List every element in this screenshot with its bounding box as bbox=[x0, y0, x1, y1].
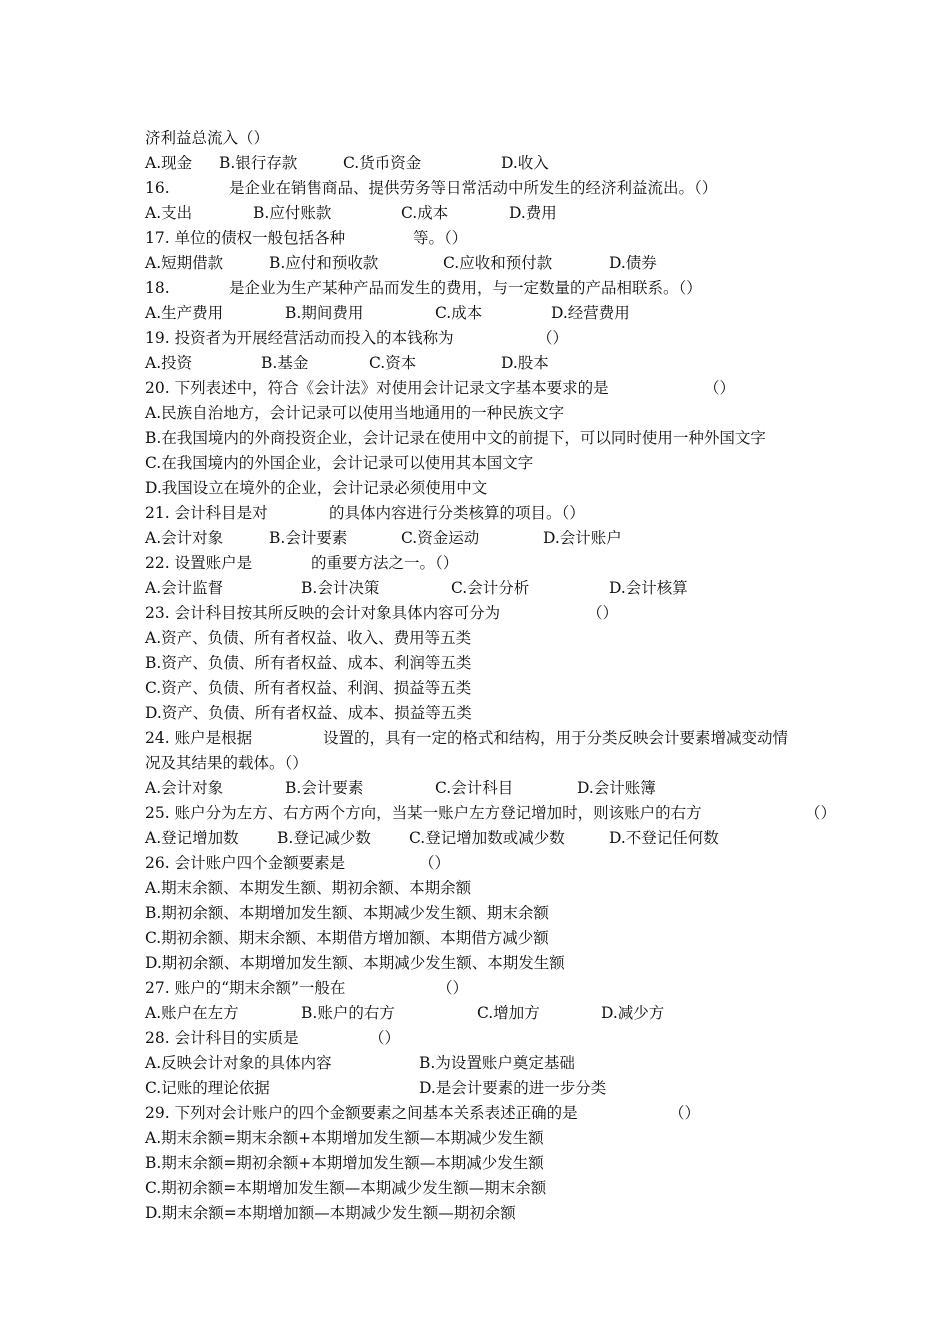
option-text: B.在我国境内的外商投资企业，会计记录在使用中文的前提下，可以同时使用一种外国文字 bbox=[145, 429, 766, 447]
option-b: B.登记减少数 bbox=[277, 829, 371, 847]
option-text: A.民族自治地方，会计记录可以使用当地通用的一种民族文字 bbox=[145, 404, 565, 422]
question-line bbox=[145, 851, 451, 875]
question-text: 22. 设置账户是 bbox=[145, 554, 253, 572]
question-text-cont: 设置的，具有一定的格式和结构，用于分类反映会计要素增减变动情 bbox=[323, 729, 789, 747]
option-text: B.期末余额=期初余额+本期增加发生额—本期减少发生额 bbox=[145, 1154, 544, 1172]
question-text: 26. 会计账户四个金额要素是 bbox=[145, 854, 346, 872]
option-text: D.我国设立在境外的企业，会计记录必须使用中文 bbox=[145, 479, 488, 497]
option-text: D.期初余额、本期增加发生额、本期减少发生额、本期发生额 bbox=[145, 954, 565, 972]
option-a: A.现金 bbox=[145, 154, 193, 172]
option-c: C.登记增加数或减少数 bbox=[409, 829, 565, 847]
option-text: A.期末余额=期末余额+本期增加发生额—本期减少发生额 bbox=[145, 1129, 544, 1147]
option-d: D.经营费用 bbox=[551, 304, 630, 322]
question-text: 况及其结果的载体。（） bbox=[145, 754, 308, 772]
option-line bbox=[145, 876, 471, 900]
question-line bbox=[145, 976, 469, 1000]
option-c: C.资本 bbox=[369, 354, 417, 372]
option-a: A.登记增加数 bbox=[145, 829, 239, 847]
question-text: 21. 会计科目是对 bbox=[145, 504, 268, 522]
option-a: A.支出 bbox=[145, 204, 193, 222]
option-c: C.成本 bbox=[401, 204, 449, 222]
question-line bbox=[145, 601, 619, 625]
option-text: D.期末余额=本期增加额—本期减少发生额—期初余额 bbox=[145, 1204, 516, 1222]
answer-paren: （） bbox=[419, 854, 451, 872]
option-b: B.基金 bbox=[261, 354, 309, 372]
option-b: B.期间费用 bbox=[285, 304, 364, 322]
option-text: A.期末余额、本期发生额、期初余额、本期余额 bbox=[145, 879, 472, 897]
answer-paren: （） bbox=[704, 379, 736, 397]
question-line bbox=[145, 801, 837, 825]
answer-paren: （） bbox=[369, 1029, 401, 1047]
option-c: C.成本 bbox=[435, 304, 483, 322]
option-line bbox=[145, 1176, 546, 1200]
question-text: 19. 投资者为开展经营活动而投入的本钱称为 bbox=[145, 329, 454, 347]
option-c: C.记账的理论依据 bbox=[145, 1079, 270, 1097]
option-d: D.会计核算 bbox=[609, 579, 688, 597]
option-line bbox=[145, 701, 472, 725]
option-text: C.在我国境内的外国企业，会计记录可以使用其本国文字 bbox=[145, 454, 534, 472]
option-text: C.期初余额=本期增加发生额—本期减少发生额—期末余额 bbox=[145, 1179, 547, 1197]
text-line bbox=[145, 126, 269, 150]
line-text: 济利益总流入（） bbox=[145, 129, 270, 147]
question-text-cont: 等。（） bbox=[413, 229, 468, 247]
option-line bbox=[145, 1201, 516, 1225]
question-text: 28. 会计科目的实质是 bbox=[145, 1029, 299, 1047]
option-line bbox=[145, 401, 564, 425]
option-line bbox=[145, 426, 766, 450]
option-c: C.货币资金 bbox=[343, 154, 422, 172]
question-text: 17. 单位的债权一般包括各种 bbox=[145, 229, 346, 247]
question-text: 25. 账户分为左方、右方两个方向，当某一账户左方登记增加时，则该账户的右方 bbox=[145, 804, 702, 822]
question-number: 16. bbox=[145, 179, 170, 197]
question-text: 23. 会计科目按其所反映的会计对象具体内容可分为 bbox=[145, 604, 501, 622]
question-line-cont bbox=[145, 751, 308, 775]
option-c: C.资金运动 bbox=[401, 529, 480, 547]
option-line bbox=[145, 1151, 544, 1175]
question-text: 是企业为生产某种产品而发生的费用，与一定数量的产品相联系。（） bbox=[229, 279, 702, 297]
question-number: 18. bbox=[145, 279, 170, 297]
question-text-cont: 的重要方法之一。（） bbox=[311, 554, 459, 572]
option-d: D.不登记任何数 bbox=[609, 829, 719, 847]
option-d: D.股本 bbox=[501, 354, 549, 372]
option-line bbox=[145, 901, 549, 925]
question-text: 29. 下列对会计账户的四个金额要素之间基本关系表述正确的是 bbox=[145, 1104, 578, 1122]
option-text: B.期初余额、本期增加发生额、本期减少发生额、期末余额 bbox=[145, 904, 549, 922]
option-text: A.资产、负债、所有者权益、收入、费用等五类 bbox=[145, 629, 472, 647]
option-line bbox=[145, 476, 487, 500]
option-line bbox=[145, 1126, 544, 1150]
option-d: D.债券 bbox=[609, 254, 657, 272]
option-line bbox=[145, 626, 471, 650]
option-d: D.收入 bbox=[501, 154, 549, 172]
question-text: 20. 下列表述中，符合《会计法》对使用会计记录文字基本要求的是 bbox=[145, 379, 609, 397]
option-line bbox=[145, 676, 471, 700]
option-line bbox=[145, 451, 533, 475]
answer-paren: （） bbox=[537, 329, 569, 347]
question-text: 27. 账户的“期末余额”一般在 bbox=[145, 979, 346, 997]
option-text: D.资产、负债、所有者权益、成本、损益等五类 bbox=[145, 704, 472, 722]
option-b: B.账户的右方 bbox=[301, 1004, 395, 1022]
option-c: C.应收和预付款 bbox=[443, 254, 553, 272]
option-b: B.应付和预收款 bbox=[269, 254, 379, 272]
option-d: D.会计账户 bbox=[543, 529, 622, 547]
option-a: A.短期借款 bbox=[145, 254, 224, 272]
option-text: B.资产、负债、所有者权益、成本、利润等五类 bbox=[145, 654, 472, 672]
option-c: C.增加方 bbox=[477, 1004, 540, 1022]
option-a: A.生产费用 bbox=[145, 304, 224, 322]
option-b: B.银行存款 bbox=[219, 154, 298, 172]
option-line bbox=[145, 926, 549, 950]
option-b: B.会计决策 bbox=[301, 579, 380, 597]
option-d: D.是会计要素的进一步分类 bbox=[419, 1079, 607, 1097]
option-d: D.费用 bbox=[509, 204, 557, 222]
option-b: B.为设置账户奠定基础 bbox=[419, 1054, 575, 1072]
option-b: B.会计要素 bbox=[269, 529, 348, 547]
option-a: A.会计对象 bbox=[145, 529, 224, 547]
question-line bbox=[145, 376, 736, 400]
option-b: B.应付账款 bbox=[253, 204, 332, 222]
answer-paren: （） bbox=[805, 804, 837, 822]
option-line bbox=[145, 951, 565, 975]
option-c: C.会计科目 bbox=[435, 779, 514, 797]
option-a: A.账户在左方 bbox=[145, 1004, 239, 1022]
option-a: A.反映会计对象的具体内容 bbox=[145, 1054, 332, 1072]
question-text-cont: 的具体内容进行分类核算的项目。（） bbox=[329, 504, 585, 522]
option-d: D.减少方 bbox=[601, 1004, 665, 1022]
question-line bbox=[145, 1026, 401, 1050]
question-text: 24. 账户是根据 bbox=[145, 729, 253, 747]
option-a: A.投资 bbox=[145, 354, 193, 372]
answer-paren: （） bbox=[437, 979, 469, 997]
option-a: A.会计对象 bbox=[145, 779, 224, 797]
question-line bbox=[145, 1101, 701, 1125]
option-text: C.资产、负债、所有者权益、利润、损益等五类 bbox=[145, 679, 472, 697]
option-line bbox=[145, 651, 471, 675]
option-text: C.期初余额、期末余额、本期借方增加额、本期借方减少额 bbox=[145, 929, 549, 947]
answer-paren: （） bbox=[587, 604, 619, 622]
question-line bbox=[145, 326, 569, 350]
option-a: A.会计监督 bbox=[145, 579, 224, 597]
question-text: 是企业在销售商品、提供劳务等日常活动中所发生的经济利益流出。（） bbox=[229, 179, 718, 197]
answer-paren: （） bbox=[669, 1104, 701, 1122]
option-d: D.会计账簿 bbox=[577, 779, 656, 797]
option-b: B.会计要素 bbox=[285, 779, 364, 797]
option-c: C.会计分析 bbox=[451, 579, 530, 597]
